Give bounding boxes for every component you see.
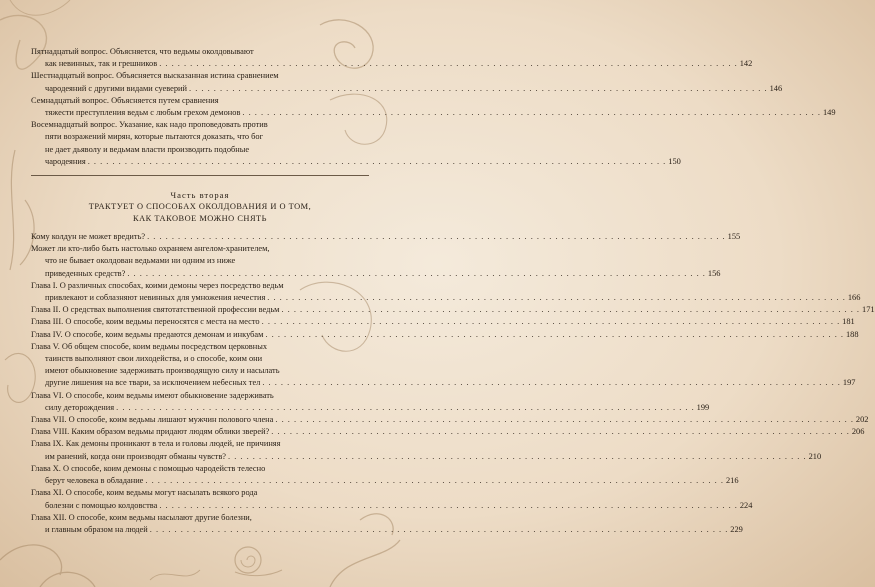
toc-entry-text: Глава XI. О способе, коим ведьмы могут насылать всякого рода <box>31 488 258 498</box>
dot-leader <box>228 451 807 463</box>
toc-entry-line <box>31 451 822 463</box>
toc-entry-text: Глава V. Об общем способе, коим ведьмы посредством церковных <box>31 341 268 351</box>
toc-entry-line <box>31 119 369 131</box>
toc-entry-line <box>31 390 369 402</box>
toc-entry-line <box>31 70 369 82</box>
toc-entry <box>31 414 869 426</box>
toc-entry <box>31 512 743 536</box>
table-of-contents <box>31 46 875 536</box>
dot-leader <box>281 304 860 316</box>
toc-entry-text: Глава XII. О способе, коим ведьмы насылают другие болезни, <box>31 512 252 522</box>
toc-entry-line <box>31 341 369 353</box>
page-number: 171 <box>862 305 875 315</box>
toc-entry <box>31 95 836 119</box>
dot-leader <box>262 316 841 328</box>
part-two-entries <box>31 231 875 536</box>
dot-leader <box>116 402 695 414</box>
toc-entry-text: как невинных, так и грешников <box>45 59 158 69</box>
page-number: 202 <box>855 415 869 425</box>
toc-entry-line <box>31 438 369 450</box>
toc-entry-line <box>31 426 865 438</box>
toc-entry-text: Глава III. О способе, коим ведьмы переносятся с места на место <box>31 317 260 327</box>
snail-icon <box>235 547 261 573</box>
toc-entry <box>31 426 865 438</box>
toc-entry-text: не дает дьяволу и ведьмам власти производить подобные <box>45 144 250 154</box>
toc-entry-line <box>31 255 369 267</box>
dot-leader <box>147 231 726 243</box>
toc-entry <box>31 280 861 304</box>
toc-entry-line <box>31 365 369 377</box>
toc-entry-text: Глава IX. Как демоны проникают в тела и головы людей, не причиняя <box>31 439 281 449</box>
page-number: 229 <box>730 524 743 534</box>
toc-entry <box>31 487 753 511</box>
toc-entry-line <box>31 353 369 365</box>
dot-leader <box>159 58 738 70</box>
page-number: 149 <box>822 108 836 118</box>
toc-entry-line <box>31 475 739 487</box>
toc-entry-text: болезни с помощью колдовства <box>45 500 158 510</box>
toc-entry-line <box>31 463 369 475</box>
page-number: 156 <box>707 268 721 278</box>
toc-entry-line <box>31 524 743 536</box>
toc-entry-line <box>31 500 753 512</box>
dot-leader <box>159 500 738 512</box>
toc-entry-text: Глава X. О способе, коим демоны с помощью чародейств телесно <box>31 463 266 473</box>
toc-entry-line <box>31 144 369 156</box>
toc-entry-text: Пятнадцатый вопрос. Объясняется, что ведьмы околдовывают <box>31 47 254 56</box>
page-number: 142 <box>739 59 753 69</box>
toc-entry-text: тяжести преступления ведьм с любым грехом демонов <box>45 108 241 118</box>
toc-entry-text: чародеяний с другими видами суеверий <box>45 83 188 93</box>
toc-entry-line <box>31 402 710 414</box>
toc-entry-text: Шестнадцатый вопрос. Объясняется высказанная истина сравнением <box>31 71 279 81</box>
flourish-bottom-left-icon <box>0 545 95 587</box>
toc-entry-text: берут человека в обладание <box>45 476 144 486</box>
page-number: 150 <box>668 156 681 166</box>
toc-entry-line <box>31 58 753 70</box>
toc-entry-line <box>31 329 859 341</box>
page-number: 155 <box>727 232 741 242</box>
dot-leader <box>271 426 850 438</box>
page-number: 206 <box>851 427 865 437</box>
page-number: 224 <box>739 500 753 510</box>
toc-entry-text: Глава VIII. Каким образом ведьмы придают людям облики зверей? <box>31 427 270 437</box>
toc-entry-line <box>31 304 875 316</box>
toc-entry-text: им ранений, когда они производят обманы чувств? <box>45 451 227 461</box>
part-two-heading <box>31 189 369 225</box>
toc-entry-text: Глава IV. О способе, коим ведьмы предаются демонам и инкубам <box>31 329 264 339</box>
part-title-line-2: КАК ТАКОВОЕ МОЖНО СНЯТЬ <box>133 214 267 224</box>
page-number: 199 <box>696 402 710 412</box>
dot-leader <box>265 329 844 341</box>
toc-entry-line <box>31 131 369 143</box>
dot-leader <box>88 156 667 168</box>
toc-entry-text: Глава VII. О способе, коим ведьмы лишают мужчин полового члена <box>31 415 274 425</box>
toc-entry-line <box>31 107 836 119</box>
page-number: 197 <box>842 378 856 388</box>
toc-entry-line <box>31 487 369 499</box>
page-number: 181 <box>842 317 855 327</box>
toc-entry-line <box>31 292 861 304</box>
toc-entry-text: Глава VI. О способе, коим ведьмы имеют обыкновение задерживать <box>31 390 274 400</box>
page-number: 146 <box>769 83 783 93</box>
toc-entry-text: приведенных средств? <box>45 268 126 278</box>
toc-entry-text: Кому колдун не может вредить? <box>31 232 146 242</box>
dot-leader <box>145 475 724 487</box>
dot-leader <box>262 377 841 389</box>
toc-entry <box>31 316 855 328</box>
toc-entry-text: Может ли кто-либо быть настолько охраняем ангелом-хранителем, <box>31 244 270 254</box>
toc-entry <box>31 231 741 243</box>
toc-entry-line <box>31 316 855 328</box>
toc-entry-text: другие лишения на все твари, за исключением небесных тел <box>45 378 261 388</box>
toc-entry-line <box>31 231 741 243</box>
toc-entry-text: чародеяния <box>45 156 86 166</box>
toc-entry-text: Восемнадцатый вопрос. Указание, как надо проповедовать против <box>31 120 268 130</box>
toc-entry-text: силу деторождения <box>45 402 115 412</box>
toc-entry <box>31 46 753 70</box>
toc-entry <box>31 243 721 280</box>
toc-entry-text: что не бывает околдован ведьмами ни одним из ниже <box>45 256 236 266</box>
toc-entry-text: и главным образом на людей <box>45 524 148 534</box>
page-number: 210 <box>808 451 822 461</box>
toc-entry <box>31 304 875 316</box>
toc-entry <box>31 119 681 168</box>
section-divider <box>31 175 369 176</box>
toc-entry-text: привлекают и соблазняют невинных для умножения нечестия <box>45 293 266 303</box>
toc-entry-text: таинств выполняют свои лиходейства, и о способе, коим они <box>45 354 263 364</box>
toc-entry-line <box>31 243 369 255</box>
dot-leader <box>275 414 854 426</box>
toc-entry-line <box>31 280 369 292</box>
toc-entry-line <box>31 377 856 389</box>
dot-leader <box>267 292 846 304</box>
dot-leader <box>189 83 768 95</box>
toc-entry <box>31 70 783 94</box>
toc-entry-text: Глава I. О различных способах, коими демоны через посредство ведьм <box>31 280 284 290</box>
toc-entry <box>31 341 856 390</box>
part-title-line-1: ТРАКТУЕТ О СПОСОБАХ ОКОЛДОВАНИЯ И О ТОМ, <box>88 202 312 212</box>
page-number: 166 <box>847 293 861 303</box>
dot-leader <box>150 524 729 536</box>
toc-entry-text: Глава II. О средствах выполнения святотатственной профессии ведьм <box>31 305 280 315</box>
toc-entry-line <box>31 156 681 168</box>
page-number: 216 <box>725 476 739 486</box>
dot-leader <box>127 268 706 280</box>
toc-entry-line <box>31 95 369 107</box>
page-number: 188 <box>845 329 859 339</box>
toc-entry-line <box>31 268 721 280</box>
toc-entry-text: Семнадцатый вопрос. Объясняется путем сравнения <box>31 95 219 105</box>
part-one-entries <box>31 46 836 168</box>
toc-entry-line <box>31 83 783 95</box>
toc-entry <box>31 390 710 414</box>
toc-entry-line <box>31 512 369 524</box>
toc-entry-line <box>31 414 869 426</box>
dot-leader <box>242 107 821 119</box>
toc-entry-text: пяти возражений мирян, которые пытаются доказать, что бог <box>45 132 264 142</box>
toc-entry-text: имеют обыкновение задерживать производящую силу и насылать <box>45 366 280 376</box>
toc-entry <box>31 329 859 341</box>
toc-entry <box>31 438 822 462</box>
toc-entry-line <box>31 46 369 58</box>
toc-entry <box>31 463 739 487</box>
part-label: Часть вторая <box>170 190 230 201</box>
